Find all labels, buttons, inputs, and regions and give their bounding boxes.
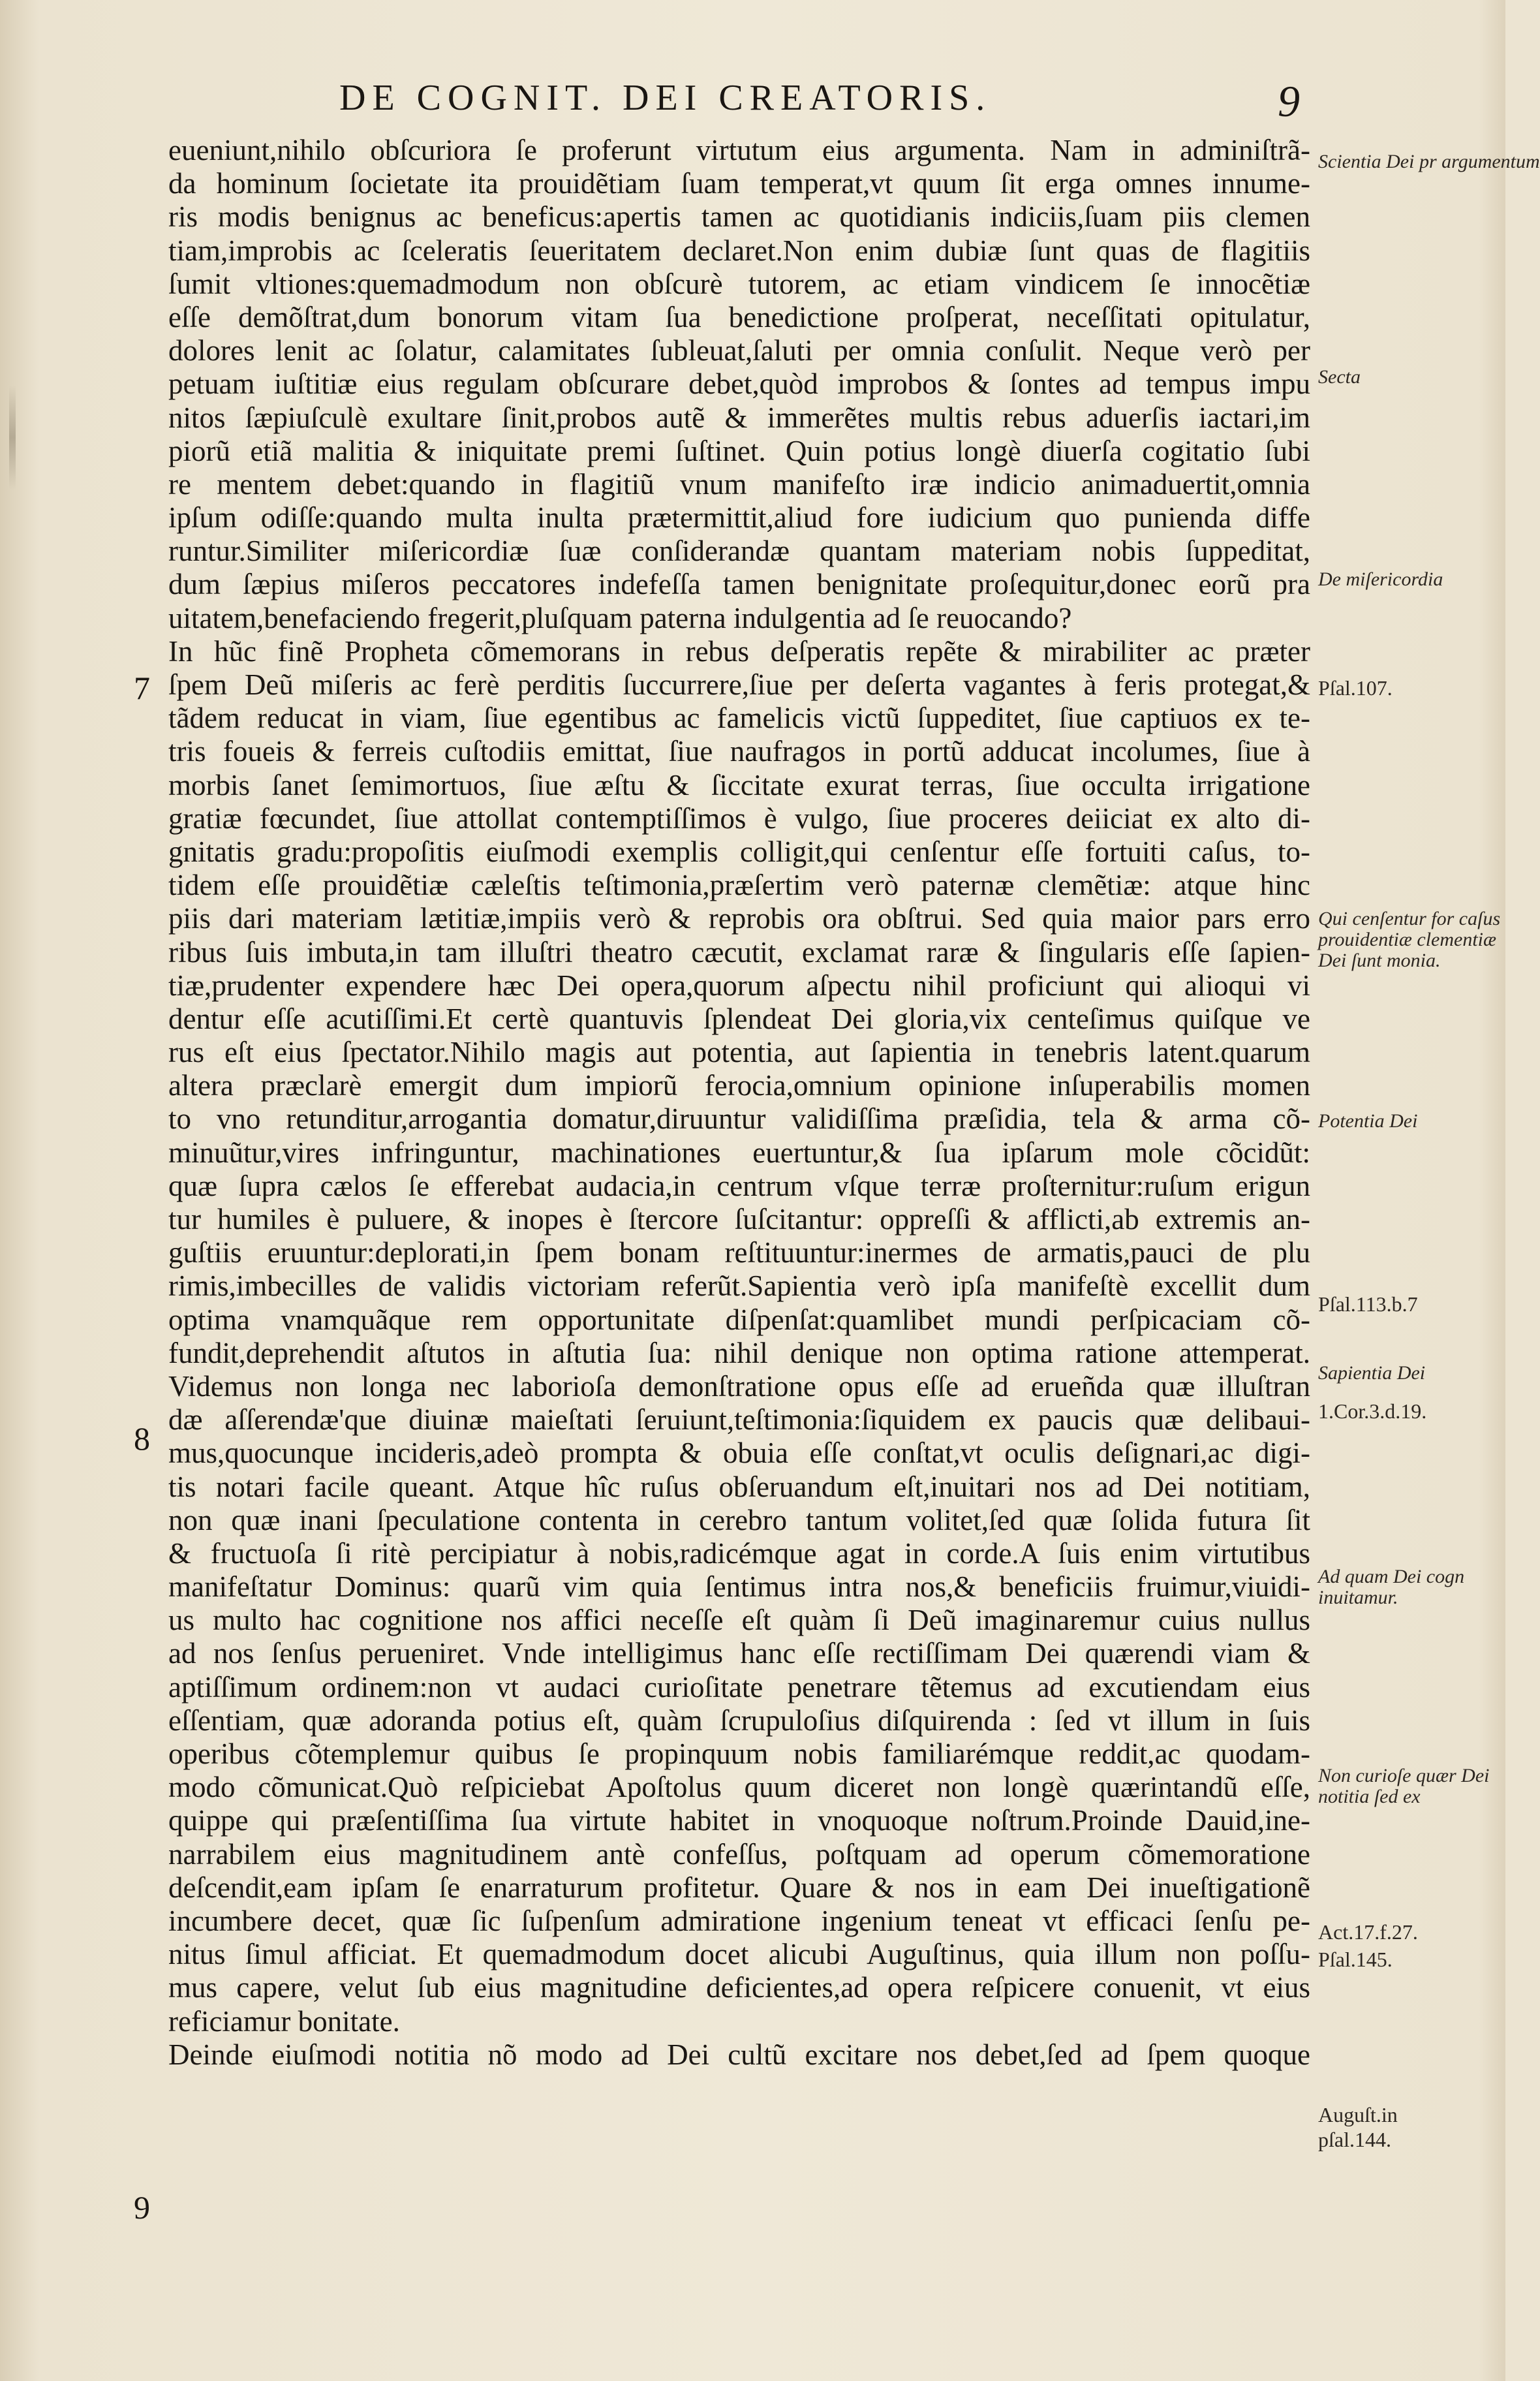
text-line: mus,quocunque incideris,adeò prompta & obuia eſſe conſtat,vt oculis deſignari,ac digi- [168, 1437, 1310, 1470]
text-line: incumbere decet, quæ ſic ſuſpenſum admiratione ingenium teneat vt efficaci ſenſu pe- [168, 1904, 1310, 1937]
text-line: morbis ſanet ſemimortuos, ſiue æſtu & ſiccitate exurat terras, ſiue occulta irrigatione [168, 768, 1310, 801]
text-line: tris foueis & ferreis cuſtodiis emittat, ſiue naufragos in portũ adducat incolumes, ſiue à [168, 735, 1310, 768]
text-line: eueniunt,nihilo obſcuriora ſe proferunt virtutum eius argumenta. Nam in adminiſtrã- [168, 134, 1310, 166]
page-edge-stain [9, 385, 16, 490]
margin-note: De miſericordia [1318, 568, 1443, 590]
text-line: Deinde eiuſmodi notitia nõ modo ad Dei cultũ excitare nos debet,ſed ad ſpem quoque [168, 2038, 1310, 2071]
text-line: eſſentiam, quæ adoranda potius eſt, quàm ſcrupuloſius diſquirenda : ſed vt illum in ſuis [168, 1704, 1310, 1737]
margin-note: Secta [1318, 366, 1361, 388]
text-line: piis dari materiam lætitiæ,impiis verò & reprobis ora obſtrui. Sed quia maior pars erro [168, 902, 1310, 935]
running-header: DE COGNIT. DEI CREATORIS. [339, 78, 992, 118]
text-line: minuũtur,vires infringuntur, machinationes euertuntur,& ſua ipſarum mole cõcidũt: [168, 1136, 1310, 1169]
text-line: nitos ſæpiuſculè exultare ſinit,probos autẽ & immerẽtes multis rebus aduerſis iactari,im [168, 401, 1310, 434]
text-line: ſpem Deũ miſeris ac ferè perditis ſuccurrere,ſiue per deſerta vagantes à feris protegat,& [168, 668, 1310, 701]
text-line: manifeſtatur Dominus: quarũ vim quia ſentimus intra nos,& beneficiis fruimur,viuidi- [168, 1570, 1310, 1604]
margin-note: Sapientia Dei [1318, 1362, 1426, 1384]
text-line: aptiſſimum ordinem:non vt audaci curioſitate penetrare tẽtemus ad excutiendam eius [168, 1670, 1310, 1704]
text-line: ribus ſuis imbuta,in tam illuſtri theatro cæcutit, exclamat raræ & ſingularis eſſe ſapien- [168, 935, 1310, 969]
text-line: petuam iuſtitiæ eius regulam obſcurare debet,quòd improbos & ſontes ad tempus impu [168, 367, 1310, 401]
text-line: to vno retunditur,arrogantia domatur,diruuntur validiſſima præſidia, tela & arma cõ- [168, 1102, 1310, 1136]
margin-note: Non curioſe quær Dei notitia ſed ex [1318, 1765, 1490, 1807]
text-line: quippe qui præſentiſſima ſua virtute habitet in vnoquoque noſtrum.Proinde Dauid,ine- [168, 1804, 1310, 1837]
text-line: quæ ſupra cælos ſe efferebat audacia,in centrum vſque terræ proſternitur:ruſum erigun [168, 1169, 1310, 1202]
text-line: ſumit vltiones:quemadmodum non obſcurè tutorem, ac etiam vindicem ſe innocẽtiæ [168, 267, 1310, 300]
paragraph-number: 8 [134, 1420, 150, 1457]
text-line: optima vnamquãque rem opportunitate diſpenſat:quamlibet mundi perſpicaciam cõ- [168, 1303, 1310, 1336]
text-line: ris modis benignus ac beneficus:apertis tamen ac quotidianis indiciis,ſuam piis clemen [168, 200, 1310, 234]
text-line: us multo hac cognitione nos affici neceſſe eſt quàm ſi Deũ imaginaremur cuius nullus [168, 1604, 1310, 1637]
text-line: ipſum odiſſe:quando multa inulta prætermittit,aliud fore iudicium quo punienda diffe [168, 501, 1310, 535]
text-line: da hominum ſocietate ita prouidẽtiam ſuam temperat,vt quum ſit erga omnes innume- [168, 167, 1310, 200]
text-line: dolores lenit ac ſolatur, calamitates ſubleuat,ſaluti per omnia conſulit. Neque verò per [168, 334, 1310, 367]
text-line: reficiamur bonitate. [168, 2004, 400, 2038]
paragraph-number: 7 [134, 670, 150, 706]
margin-note: Pſal.113.b.7 [1318, 1292, 1418, 1316]
margin-note: Scientia Dei pr argumentum [1318, 151, 1540, 172]
text-line: tiæ,prudenter expendere hæc Dei opera,quorum aſpectu nihil proficiunt qui alioqui vi [168, 969, 1310, 1002]
text-line: dum ſæpius miſeros peccatores indefeſſa tamen benignitate proſequitur,donec eorũ pra [168, 568, 1310, 601]
margin-note: 1.Cor.3.d.19. [1318, 1399, 1427, 1423]
text-line: altera præclarè emergit dum impiorũ ferocia,omnium opinione inſuperabilis momen [168, 1069, 1310, 1102]
margin-note: Ad quam Dei cogn inuitamur. [1318, 1566, 1465, 1608]
text-line: rus eſt eius ſpectator.Nihilo magis aut potentia, aut ſapientia in tenebris latent.quarum [168, 1036, 1310, 1069]
margin-note: Pſal.107. [1318, 676, 1393, 700]
paragraph-number: 9 [134, 2189, 150, 2226]
margin-note: Act.17.f.27. [1318, 1920, 1418, 1944]
text-line: nitus ſimul afficiat. Et quemadmodum docet alicubi Auguſtinus, quia illum non poſſu- [168, 1938, 1310, 1971]
text-line: modo cõmunicat.Quò reſpiciebat Apoſtolus quum diceret non longè quærintandũ eſſe, [168, 1771, 1310, 1804]
text-line: gnitatis gradu:propoſitis eiuſmodi exemplis colligit,qui cenſentur eſſe fortuiti caſus, to- [168, 835, 1310, 868]
page-number: 9 [1278, 76, 1300, 126]
text-line: tidem eſſe prouidẽtiæ cæleſtis teſtimonia,præſertim verò paternæ clemẽtiæ: atque hinc [168, 869, 1310, 902]
text-line: non quæ inani ſpeculatione contenta in cerebro tantum volitet,ſed quæ ſolida futura ſit [168, 1503, 1310, 1536]
text-line: dentur eſſe acutiſſimi.Et certè quantuvis ſplendeat Dei gloria,vix centeſimus quiſque ve [168, 1002, 1310, 1035]
text-line: & fructuoſa ſi ritè percipiatur à nobis,radicémque agat in corde.A ſuis enim virtutibus [168, 1536, 1310, 1570]
margin-note: Pſal.145. [1318, 1948, 1393, 1971]
margin-note: pſal.144. [1318, 2128, 1391, 2151]
text-line: uitatem,benefaciendo fregerit,pluſquam paterna indulgentia ad ſe reuocando? [168, 601, 1072, 634]
margin-note: Qui cenſentur for caſus prouidentiæ clementiæ Dei ſunt monia. [1318, 908, 1501, 971]
margin-note: Auguſt.in [1318, 2103, 1398, 2126]
text-line: gratiæ fœcundet, ſiue attollat contemptiſſimos è vulgo, ſiue proceres deiiciat ex alto di- [168, 801, 1310, 835]
text-line: re mentem debet:quando in flagitiũ vnum manifeſto iræ indicio animaduertit,omnia [168, 467, 1310, 501]
text-line: tiam,improbis ac ſceleratis ſeueritatem declaret.Non enim dubiæ ſunt quas de flagitiis [168, 234, 1310, 267]
text-line: operibus cõtemplemur quibus ſe propinquum nobis familiarémque reddit,ac quodam- [168, 1737, 1310, 1770]
margin-note: Potentia Dei [1318, 1110, 1418, 1132]
text-line: runtur.Similiter miſericordiæ ſuæ conſiderandæ quantam materiam nobis ſuppeditat, [168, 535, 1310, 568]
text-line: piorũ etiã malitia & iniquitate premi ſuſtinet. Quin potius longè diuerſa cogitatio ſubi [168, 434, 1310, 467]
text-line: Videmus non longa nec laborioſa demonſtratione opus eſſe ad erueñda quæ illuſtran [168, 1369, 1310, 1403]
body-text [168, 134, 1310, 2072]
text-line: tãdem reducat in viam, ſiue egentibus ac famelicis victũ ſuppeditet, ſiue captiuos ex te- [168, 702, 1310, 735]
text-line: fundit,deprehendit aſtutos in aſtutia ſua: nihil denique non optima ratione attemperat. [168, 1336, 1310, 1369]
text-line: ad nos ſenſus perueniret. Vnde intelligimus hanc eſſe rectiſſimam Dei quærendi viam & [168, 1637, 1310, 1670]
text-line: tur humiles è puluere, & inopes è ſtercore ſuſcitantur: oppreſſi & afflicti,ab extremis an- [168, 1203, 1310, 1236]
text-line: tis notari facile queant. Atque hîc ruſus obſeruandum eſt,inuitari nos ad Dei notitiam, [168, 1470, 1310, 1503]
text-line: guſtiis eruuntur:deplorati,in ſpem bonam reſtituuntur:inermes de armatis,pauci de plu [168, 1236, 1310, 1269]
text-line: eſſe demõſtrat,dum bonorum vitam ſua benedictione proſperat, neceſſitati opitulatur, [168, 300, 1310, 334]
text-line: deſcendit,eam ipſam ſe enarraturum profitetur. Quare & nos in eam Dei inueſtigationẽ [168, 1871, 1310, 1904]
text-line: dæ aſſerendæ'que diuinæ maieſtati ſeruiunt,teſtimonia:ſiquidem ex paucis quæ delibaui- [168, 1403, 1310, 1437]
text-line: In hũc finẽ Propheta cõmemorans in rebus deſperatis repẽte & mirabiliter ac præter [168, 634, 1310, 668]
text-line: rimis,imbecilles de validis victoriam referũt.Sapientia verò ipſa manifeſtè excellit dum [168, 1269, 1310, 1303]
text-line: mus capere, velut ſub eius magnitudine deficientes,ad opera reſpicere conuenit, vt eius [168, 1971, 1310, 2004]
text-line: narrabilem eius magnitudinem antè confeſſus, poſtquam ad operum cõmemoratione [168, 1837, 1310, 1871]
